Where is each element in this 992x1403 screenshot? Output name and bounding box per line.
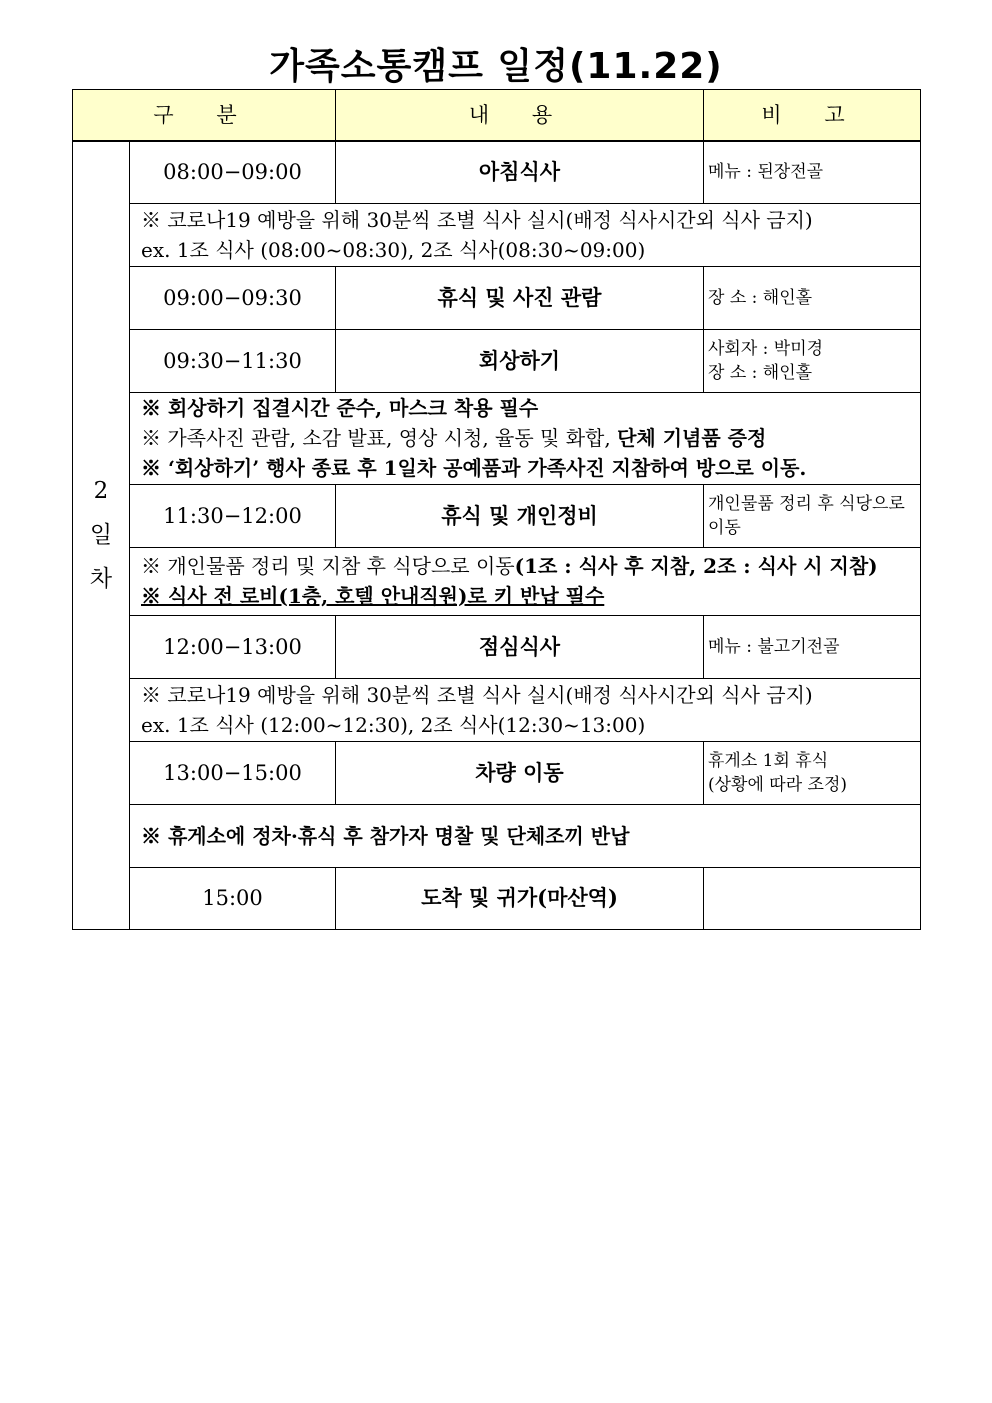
note-cell: 사회자 : 박미경 장 소 : 해인홀 <box>704 329 921 392</box>
table-row <box>73 615 921 678</box>
table-row <box>73 266 921 329</box>
time-cell: 08:00−09:00 <box>130 141 336 203</box>
event-cell: 휴식 및 개인정비 <box>336 484 704 547</box>
time-cell: 12:00−13:00 <box>130 615 336 678</box>
day-label: 2 일 차 <box>73 141 130 929</box>
header-category: 구 분 <box>73 90 336 142</box>
info-cell: ※ 코로나19 예방을 위해 30분씩 조별 식사 실시(배정 식사시간외 식사 금지) ex. 1조 식사 (12:00~12:30), 2조 식사(12:30~13:00) <box>130 678 921 741</box>
note-cell: 개인물품 정리 후 식당으로 이동 <box>704 484 921 547</box>
table-row <box>73 547 921 615</box>
time-cell: 13:00−15:00 <box>130 741 336 804</box>
note-cell <box>704 867 921 929</box>
info-cell: ※ 휴게소에 정차·휴식 후 참가자 명찰 및 단체조끼 반납 <box>130 804 921 867</box>
table-header-row <box>73 90 921 142</box>
info-cell: ※ 회상하기 집결시간 준수, 마스크 착용 필수 ※ 가족사진 관람, 소감 발표, 영상 시청, 율동 및 화합, 단체 기념품 증정 ※ ‘회상하기’ 행사 종료 후 1일차 공예품과 가족사진 지참하여 방으로 이동. <box>130 392 921 484</box>
event-cell: 점심식사 <box>336 615 704 678</box>
table-row <box>73 392 921 484</box>
table-row <box>73 867 921 929</box>
note-cell: 휴게소 1회 휴식 (상황에 따라 조정) <box>704 741 921 804</box>
event-cell: 아침식사 <box>336 141 704 203</box>
time-cell: 09:30−11:30 <box>130 329 336 392</box>
table-row <box>73 804 921 867</box>
event-cell: 휴식 및 사진 관람 <box>336 266 704 329</box>
table-row <box>73 329 921 392</box>
time-cell: 11:30−12:00 <box>130 484 336 547</box>
table-row <box>73 203 921 266</box>
info-cell: ※ 개인물품 정리 및 지참 후 식당으로 이동(1조 : 식사 후 지참, 2조 : 식사 시 지참) ※ 식사 전 로비(1층, 호텔 안내직원)로 키 반납 필수 <box>130 547 921 615</box>
time-cell: 09:00−09:30 <box>130 266 336 329</box>
event-cell: 회상하기 <box>336 329 704 392</box>
table-row <box>73 141 921 203</box>
table-row <box>73 484 921 547</box>
header-remarks: 비 고 <box>704 90 921 142</box>
schedule-table <box>72 89 921 930</box>
page-title: 가족소통캠프 일정(11.22) <box>269 46 723 87</box>
header-content: 내 용 <box>336 90 704 142</box>
note-cell: 메뉴 : 된장전골 <box>704 141 921 203</box>
info-cell: ※ 코로나19 예방을 위해 30분씩 조별 식사 실시(배정 식사시간외 식사 금지) ex. 1조 식사 (08:00~08:30), 2조 식사(08:30~09:00) <box>130 203 921 266</box>
note-cell: 장 소 : 해인홀 <box>704 266 921 329</box>
note-cell: 메뉴 : 불고기전골 <box>704 615 921 678</box>
table-row <box>73 678 921 741</box>
time-cell: 15:00 <box>130 867 336 929</box>
event-cell: 도착 및 귀가(마산역) <box>336 867 704 929</box>
table-row <box>73 741 921 804</box>
event-cell: 차량 이동 <box>336 741 704 804</box>
